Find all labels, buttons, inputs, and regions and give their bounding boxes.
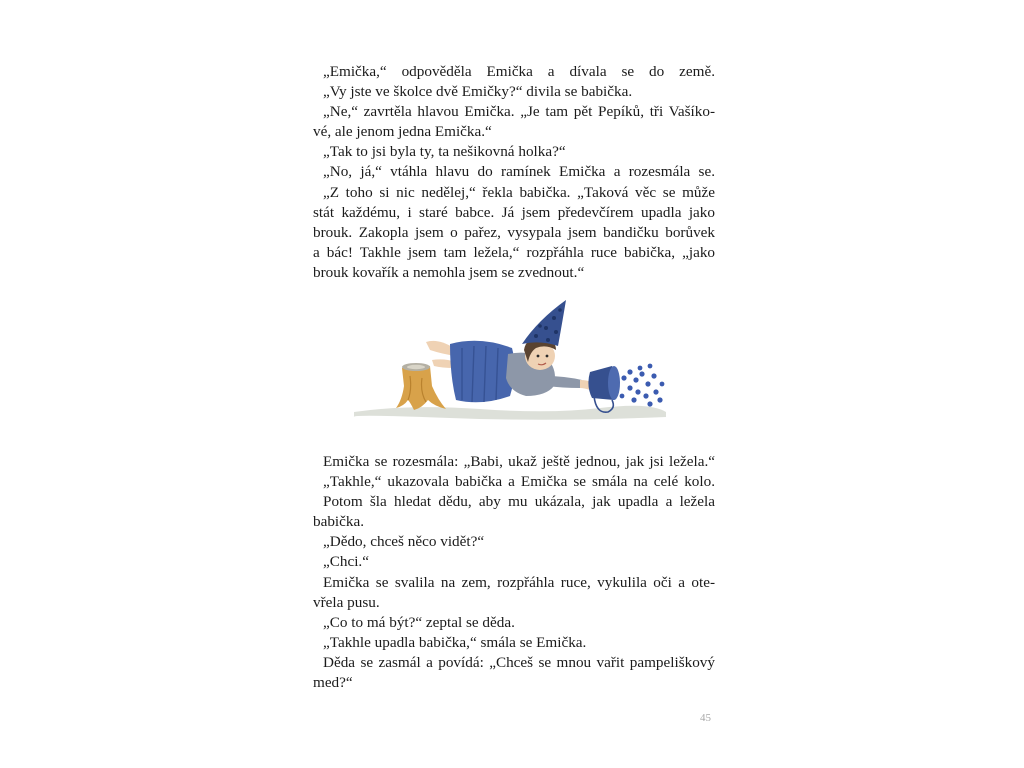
text-line: stát každému, i staré babce. Já jsem předevčírem upadla jako	[313, 203, 715, 221]
text-line: „Tak to jsi byla ty, ta nešikovná holka?“	[323, 143, 566, 161]
skirt-icon	[450, 341, 515, 402]
page-number: 45	[700, 712, 711, 724]
text-line: „Emička,“ odpověděla Emička a dívala se do země.	[323, 63, 715, 80]
text-line: „Takhle,“ ukazovala babička a Emička se smála na celé kolo.	[323, 473, 715, 491]
illustration-grandmother-fallen	[350, 296, 670, 426]
text-line: med?“	[313, 674, 353, 692]
text-line: „Takhle upadla babička,“ smála se Emička.	[323, 633, 587, 651]
text-line: Děda se zasmál a povídá: „Chceš se mnou vařit pampeliškový	[323, 653, 715, 671]
text-line: „Dědo, chceš něco vidět?“	[323, 533, 485, 551]
text-line: Potom šla hledat dědu, aby mu ukázala, jak upadla a ležela	[323, 493, 715, 511]
text-line: babička.	[313, 513, 365, 531]
text-line: Emička se rozesmála: „Babi, ukaž ještě jednou, jak jsi ležela.“	[323, 453, 715, 470]
text-block-top	[313, 62, 715, 283]
text-line: a bác! Takhle jsem tam ležela,“ rozpřáhla ruce babička, „jako	[313, 243, 715, 261]
text-line: vé, ale jenom jedna Emička.“	[313, 123, 492, 141]
text-line: vřela pusu.	[313, 593, 380, 611]
text-block-bottom	[313, 452, 715, 693]
text-line: Emička se svalila na zem, rozpřáhla ruce, vykulila oči a ote-	[323, 573, 715, 591]
text-line: „No, já,“ vtáhla hlavu do ramínek Emička a rozesmála se.	[323, 163, 715, 181]
tree-stump-icon	[396, 363, 446, 410]
text-line: brouk kovařík a nemohla jsem se zvednout.“	[313, 263, 585, 281]
text-line: „Co to má být?“ zeptal se děda.	[323, 613, 515, 631]
bucket-icon	[588, 366, 620, 412]
text-line: „Z toho si nic nedělej,“ řekla babička. „Taková věc se může	[323, 183, 715, 201]
text-line: „Ne,“ zavrtěla hlavou Emička. „Je tam pět Pepíků, tři Vašíko-	[323, 103, 715, 121]
blueberries-icon	[620, 364, 665, 407]
text-line: brouk. Zakopla jsem o pařez, vysypala jsem bandičku borůvek	[313, 223, 715, 241]
text-line: „Vy jste ve školce dvě Emičky?“ divila se babička.	[323, 83, 633, 101]
pointed-hat-icon	[522, 300, 566, 346]
text-line: „Chci.“	[323, 553, 369, 571]
